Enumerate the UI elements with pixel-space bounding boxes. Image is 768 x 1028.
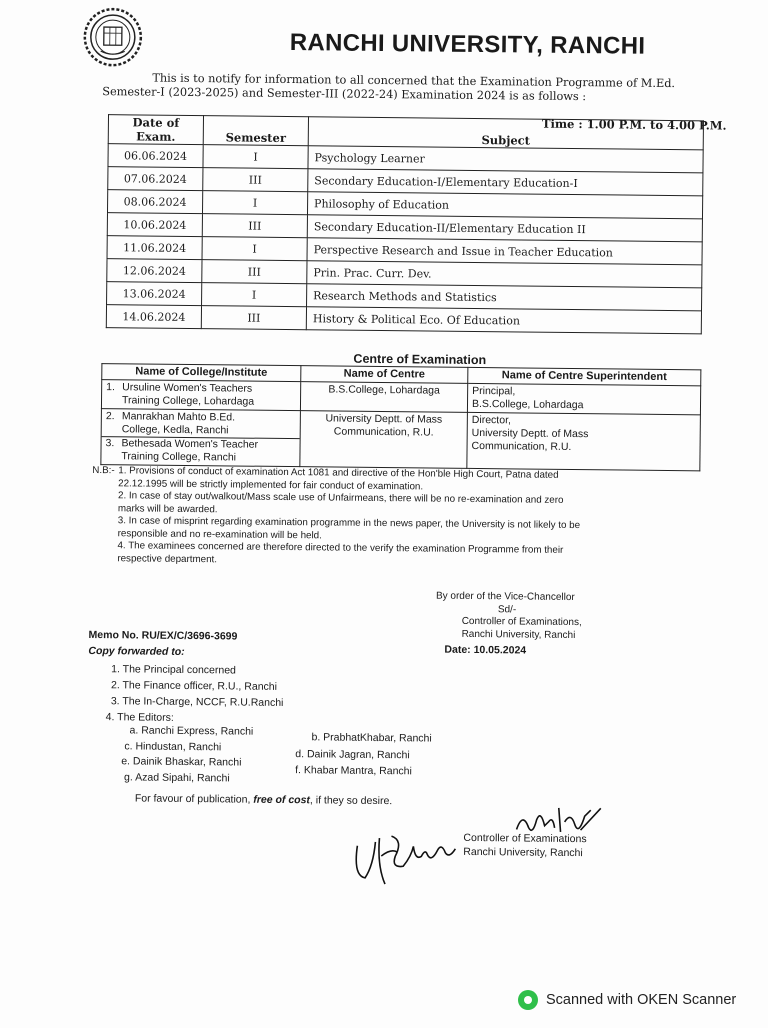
college-name: College, Kedla, Ranchi bbox=[121, 423, 229, 437]
official-signature bbox=[351, 826, 467, 892]
publication-text: , if they so desire. bbox=[309, 794, 393, 808]
scanner-label: Scanned with OKEN Scanner bbox=[546, 992, 737, 1008]
subject-cell: Prin. Prac. Curr. Dev. bbox=[307, 261, 702, 288]
subject-cell: Secondary Education-I/Elementary Education-I bbox=[308, 169, 703, 196]
oken-scanner-icon bbox=[518, 990, 538, 1010]
editor-item: g. Azad Sipahi, Ranchi bbox=[124, 771, 230, 785]
page-title: RANCHI UNIVERSITY, RANCHI bbox=[289, 29, 646, 60]
semester-cell: III bbox=[201, 306, 306, 330]
date-cell: 08.06.2024 bbox=[107, 190, 202, 214]
row-number: 1. bbox=[106, 381, 115, 394]
subject-cell: History & Political Eco. Of Education bbox=[306, 307, 701, 334]
table-row bbox=[106, 305, 701, 334]
semester-cell: III bbox=[203, 168, 308, 192]
order-line: Controller of Examinations, bbox=[461, 615, 582, 629]
date-cell: 12.06.2024 bbox=[107, 259, 202, 283]
semester-cell: III bbox=[202, 260, 307, 284]
date-cell: 10.06.2024 bbox=[107, 213, 202, 237]
editor-item: a. Ranchi Express, Ranchi bbox=[129, 724, 254, 738]
centre-name: B.S.College, Lohardaga bbox=[328, 383, 440, 397]
semester-cell: I bbox=[202, 237, 307, 261]
list-item: 3. The In-Charge, NCCF, R.U.Ranchi bbox=[110, 695, 284, 709]
superintendent-name: Director, bbox=[471, 413, 511, 427]
date-cell: 14.06.2024 bbox=[106, 305, 201, 329]
order-line: Sd/- bbox=[497, 603, 517, 615]
subject-cell: Perspective Research and Issue in Teacher Education bbox=[307, 238, 702, 265]
publication-text: For favour of publication, bbox=[134, 792, 254, 806]
centre-table bbox=[100, 363, 701, 471]
note-item: 1. Provisions of conduct of examination Act 1081 and directive of the Hon'ble High Court, Patna dated 22.12.1995 will be strictly implemented for fair conduct of examination. bbox=[118, 465, 559, 492]
college-name: Training College, Lohardaga bbox=[121, 394, 255, 408]
date-cell: 07.06.2024 bbox=[108, 167, 203, 191]
semester-cell: III bbox=[202, 214, 307, 238]
centre-name: Communication, R.U. bbox=[333, 425, 434, 439]
centre-section-title: Centre of Examination bbox=[353, 351, 487, 368]
row-number: 3. bbox=[105, 437, 115, 450]
table-row bbox=[101, 409, 701, 471]
order-line: Ranchi University, Ranchi bbox=[461, 628, 576, 641]
column-header: Subject bbox=[308, 117, 703, 150]
semester-cell: I bbox=[202, 191, 307, 215]
date-cell: 13.06.2024 bbox=[107, 282, 202, 306]
centre-cell bbox=[300, 411, 468, 469]
editor-item: c. Hindustan, Ranchi bbox=[124, 740, 222, 754]
subject-cell: Secondary Education-II/Elementary Education II bbox=[307, 215, 702, 242]
column-header: Semester bbox=[203, 116, 308, 146]
order-block bbox=[436, 591, 583, 643]
signature-line: Controller of Examinations bbox=[463, 831, 587, 846]
notes-section bbox=[91, 465, 592, 570]
date-cell: 11.06.2024 bbox=[107, 236, 202, 260]
publication-note bbox=[135, 792, 393, 807]
scanner-watermark bbox=[518, 990, 736, 1010]
superintendent-name: Principal, bbox=[472, 384, 516, 398]
superintendent-name: University Deptt. of Mass bbox=[471, 426, 589, 441]
note-item: 3. In case of misprint regarding examination programme in the news paper, the University is not likely to be responsible and no re-examination will be held. bbox=[117, 515, 581, 541]
notes-label: N.B:- bbox=[92, 464, 115, 477]
subject-cell: Psychology Learner bbox=[308, 146, 703, 173]
signature-line: Ranchi University, Ranchi bbox=[463, 845, 583, 860]
college-name: Training College, Ranchi bbox=[121, 450, 237, 464]
column-header: Date of Exam. bbox=[108, 115, 203, 145]
college-name: Ursuline Women's Teachers bbox=[122, 381, 253, 395]
memo-number: Memo No. RU/EX/C/3696-3699 bbox=[88, 628, 238, 643]
list-item: 1. The Principal concerned bbox=[111, 663, 236, 677]
exam-schedule-table bbox=[106, 114, 704, 334]
college-name: Manrakhan Mahto B.Ed. bbox=[121, 410, 236, 424]
superintendent-cell bbox=[467, 412, 701, 470]
publication-emphasis: free of cost bbox=[253, 793, 311, 807]
column-header: Name of College/Institute bbox=[102, 364, 301, 382]
college-cell bbox=[101, 380, 300, 411]
column-header: Name of Centre bbox=[301, 366, 468, 384]
superintendent-name: B.S.College, Lohardaga bbox=[471, 397, 584, 412]
row-number: 2. bbox=[105, 410, 115, 423]
date-cell: 06.06.2024 bbox=[108, 144, 203, 168]
college-name: Bethesada Women's Teacher bbox=[121, 437, 259, 451]
subject-cell: Research Methods and Statistics bbox=[307, 284, 702, 311]
note-item: 4. The examinees concerned are therefore directed to the verify the examination Programme from their respective department. bbox=[117, 540, 564, 565]
university-seal-icon bbox=[83, 7, 144, 68]
intro-paragraph: This is to notify for information to all concerned that the Examination Programme of M.Ed. Semester-I (2023-2025) and Semester-III (2022-24) Examination 2024 is as follows : bbox=[102, 71, 676, 104]
editor-item: e. Dainik Bhaskar, Ranchi bbox=[121, 755, 242, 769]
editor-item: b. PrabhatKhabar, Ranchi bbox=[311, 731, 432, 745]
memo-date: Date: 10.05.2024 bbox=[444, 643, 527, 657]
centre-cell bbox=[300, 382, 467, 413]
note-item: 2. In case of stay out/walkout/Mass scale use of Unfairmeans, there will be no re-examination and zero marks will be awarded. bbox=[117, 490, 564, 515]
semester-cell: I bbox=[203, 145, 308, 169]
superintendent-name: Communication, R.U. bbox=[471, 439, 572, 454]
superintendent-cell bbox=[467, 383, 700, 414]
subject-cell: Philosophy of Education bbox=[307, 192, 702, 219]
exam-time: Time : 1.00 P.M. to 4.00 P.M. bbox=[541, 116, 727, 133]
list-item: 4. The Editors: bbox=[105, 711, 174, 724]
centre-name: University Deptt. of Mass bbox=[325, 412, 443, 426]
college-cell bbox=[101, 409, 301, 467]
editor-item: d. Dainik Jagran, Ranchi bbox=[295, 748, 410, 762]
forward-list bbox=[106, 661, 284, 727]
editor-item: f. Khabar Mantra, Ranchi bbox=[295, 764, 412, 778]
semester-cell: I bbox=[202, 283, 307, 307]
copy-forwarded-heading: Copy forwarded to: bbox=[88, 644, 185, 658]
list-item: 2. The Finance officer, R.U., Ranchi bbox=[110, 679, 278, 693]
signature-block bbox=[463, 831, 586, 860]
column-header: Name of Centre Superintendent bbox=[468, 367, 701, 385]
order-line: By order of the Vice-Chancellor bbox=[435, 590, 575, 604]
